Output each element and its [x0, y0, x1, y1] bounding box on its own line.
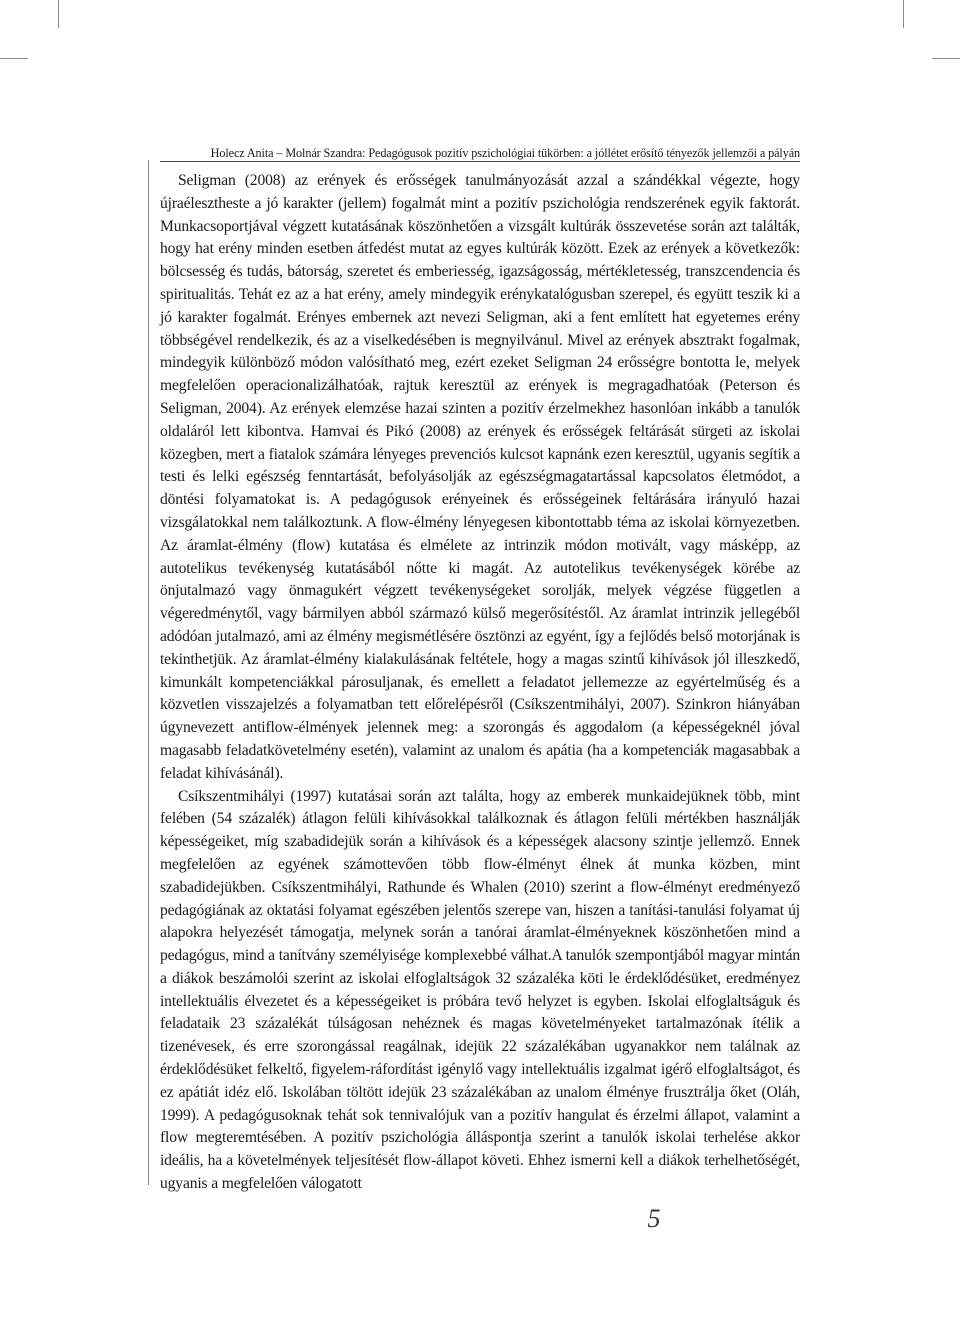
running-header: Holecz Anita – Molnár Szandra: Pedagógusok pozitív pszichológiai tükörben: a jóllétet erősítő tényezők jellemzői a pályán [210, 146, 800, 160]
crop-mark [148, 160, 149, 1185]
crop-mark [0, 58, 28, 59]
paragraph: Csíkszentmihályi (1997) kutatásai során azt találta, hogy az emberek munkaidejüknek több, mint felében (54 százalék) átlagon felüli kihívásokkal találkoznak és átlagon felüli mértékben használják képességeiket, míg szabadidejük során a kihívások és a képességek alacsony szintje jellemző. Ennek megfelelően az egyének számottevően több flow-élményt élnek át munka közben, mint szabadidejükben. Csíkszentmihályi, Rathunde és Whalen (2010) szerint a flow-élményt eredményező pedagógiának az oktatási folyamat egészében jelentős szerepe van, hiszen a tanítási-tanulási folyamat új alapokra helyezését támogatja, melynek során a tanórai áramlat-élményeknek köszönhetően mind a pedagógus, mind a tanítvány személyisége komplexebbé válhat.A tanulók szempontjából magyar mintán a diákok beszámolói szerint az iskolai elfoglaltságok 32 százaléka köti le érdeklődésüket, eredményez intellektuális élvezetet és a képességeiket is próbára tevő helyzet is egyben. Iskolai elfoglaltságuk és feladataik 23 százalékát túlságosan nehéznek és magas követelményeket tartalmazónak ítélik a tizenévesek, és erre szorongással reagálnak, idejük 22 százalékában ugyanakkor nem találnak az érdeklődésüket felkeltő, figyelem-ráfordítást igénylő vagy intellektuális izgalmat igérő elfoglaltságot, és ez apátiát idéz elő. Iskolában töltött idejük 23 százalékában az unalom élménye frusztrálja őket (Oláh, 1999). A pedagógusoknak tehát sok tennivalójuk van a pozitív hangulat és érzelmi állapot, valamint a flow megteremtésében. A pozitív pszichológia álláspontja szerint a tanulók iskolai terhelése akkor ideális, ha a követelmények teljesítését flow-állapot követi. Ehhez ismerni kell a diákok terhelhetőségét, ugyanis a megfelelően válogatott [160, 787, 800, 1193]
crop-mark [903, 0, 904, 28]
header-rule [160, 161, 800, 162]
crop-mark [58, 0, 59, 28]
paragraph: Seligman (2008) az erények és erősségek tanulmányozását azzal a szándékkal végezte, hogy újraélesztheste a jó karakter (jellem) fogalmát mint a pozitív pszichológia rendszerének egyik faktorát. Munkacsoportjával végzett kutatásának köszönhetően a vizsgált kultúrák összevetése során azt találták, hogy hat erény minden esetben átfedést mutat az egyes kultúrák között. Ezek az erények a következők: bölcsesség és tudás, bátorság, szeretet és emberiesség, igazságosság, mértékletesség, transzcendencia és spiritualitás. Tehát ez az a hat erény, amely mindegyik erénykatalógusban szerepel, és együtt teszik ki a jó karakter fogalmát. Erényes embernek azt nevezi Seligman, aki a fent említett hat egyetemes erény többségével rendelkezik, és az a viselkedésében is megnyilvánul. Mivel az erények absztrakt fogalmak, mindegyik különböző módon valósítható meg, ezért ezeket Seligman 24 erősségre bontotta le, melyek megfelelően operacionalizálhatóak, rajtuk keresztül az erények is megragadhatóak (Peterson és Seligman, 2004). Az erények elemzése hazai szinten a pozitív érzelmekhez hasonlóan inkább a tanulók oldaláról lett kibontva. Hamvai és Pikó (2008) az erények és erősségek feltárását sürgeti az iskolai közegben, mert a fiatalok számára lényeges prevenciós kulcsot kapnánk ezen keresztül, ugyanis segítik a testi és lelki egészség fenntartását, befolyásolják az egészségmagatartással kapcsolatos életmódot, a döntési folyamatokat is. A pedagógusok erényeinek és erősségeinek feltárására irányuló hazai vizsgálatokkal nem találkoztunk. A flow-élmény lényegesen kibontottabb téma az iskolai környezetben. Az áramlat-élmény (flow) kutatása és elmélete az intrinzik módon motivált, vagy másképp, az autotelikus tevékenység kutatásából nőtte ki magát. Az autotelikus tevékenységek körébe az önjutalmazó vagy önmagukért végzett tevékenységeket sorolják, melyek végzése független a végeredménytől, vagy bármilyen abból származó külső megerősítéstől. Az áramlat intrinzik jellegéből adódóan jutalmazó, ami az élmény megismétlésére ösztönzi az egyént, így a fejlődés belső motorjának is tekinthetjük. Az áramlat-élmény kialakulásának feltétele, hogy a magas szintű kihívások jól illeszkedő, kimunkált kompetenciákkal párosuljanak, és emellett a feladatot jellemezze az egyértelműség és a közvetlen visszajelzés a folyamatban tett előrelépésről (Csíkszentmihályi, 2007). Szinkron hiányában úgynevezett antiflow-élmények jelennek meg: a szorongás és aggodalom (a képességeknél jóval magasabb feladatkövetelmény esetén), valamint az unalom és apátia (ha a kompetenciák magasabbak a feladat kihívásánál). [160, 172, 800, 782]
crop-mark [932, 58, 960, 59]
page-number: 5 [647, 1204, 661, 1233]
body-text [160, 170, 800, 1196]
